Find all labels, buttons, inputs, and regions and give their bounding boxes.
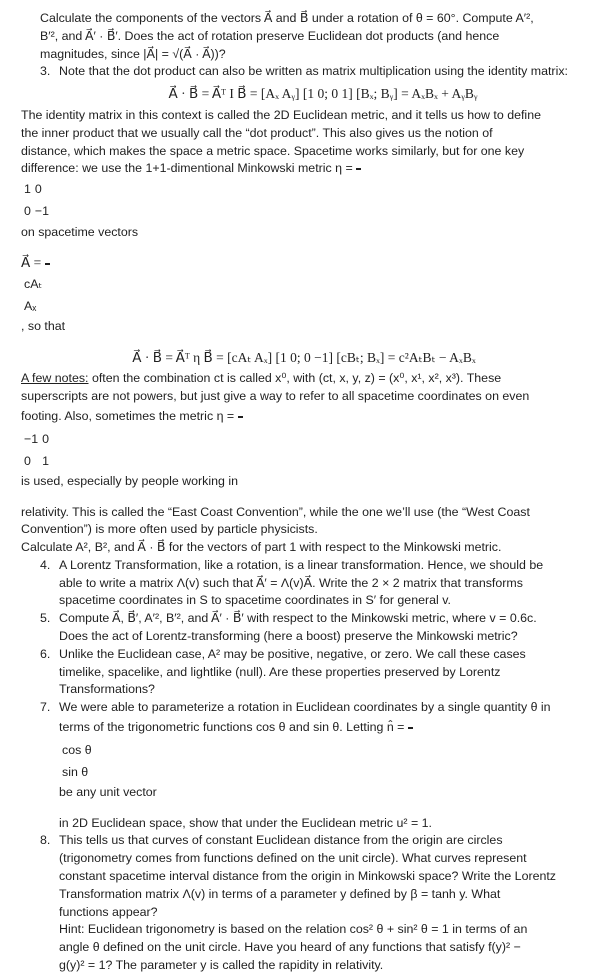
item-8-line-4: Transformation matrix Λ(v) in terms of a parameter y defined by β = tanh y. What (59, 886, 501, 901)
notes-paragraph: A few notes: often the combination ct is called x⁰, with (ct, x, y, z) = (x⁰, x¹, x², x³). These superscripts are not powers, but just give a way to refer to all spacetime coordinates on even footing. Also, sometimes the metric η = −1 0 0 1 is used, especially by people working in relativity. This is called the “East Coast Convention”, while the one we’ll use (the “West Coast Convention”) is more often used by particle physicists. Calculate A², B², and A⃗ · B⃗ for the vectors of part 1 with respect to the Minkowski metric. (21, 370, 587, 557)
notes-line-2: superscripts are not powers, but just give a way to refer to all spacetime coordinates on even (21, 389, 530, 404)
item-4 (40, 557, 587, 610)
identity-line-1: The identity matrix in this context is called the 2D Euclidean metric, and it tells us how to define (21, 107, 541, 122)
intro-line-3: magnitudes, since |A⃗| = √(A⃗ · A⃗))? (40, 46, 226, 61)
intro-line-1: Calculate the components of the vectors A⃗ and B⃗ under a rotation of θ = 60°. Compute A′², (40, 11, 534, 25)
item-5-line-2: Does the act of Lorentz-transforming (here a boost) preserve the Minkowski metric? (59, 629, 518, 644)
item-6-number: 6. (40, 646, 51, 661)
item-5 (40, 610, 587, 646)
identity-equation: A⃗ · B⃗ = A⃗ᵀ I B⃗ = [Aₓ Aᵧ] [1 0; 0 1] [Bₓ; Bᵧ] = AₓBₓ + AᵧBᵧ (168, 86, 478, 102)
identity-line-5-text: , so that (21, 319, 66, 334)
unit-vector-matrix (408, 727, 413, 729)
item-4-line-2: able to write a matrix Λ(v) such that A⃗′ = Λ(v)A⃗. Write the 2 × 2 matrix that transforms (59, 575, 523, 590)
item-8-number: 8. (40, 833, 51, 848)
notes-line-6: Calculate A², B², and A⃗ · B⃗ for the vectors of part 1 with respect to the Minkowski metric. (21, 540, 502, 555)
item-8-line-3: constant spacetime interval distance from the origin in Minkowski space? Write the Lorentz (59, 869, 557, 884)
notes-line-1 (21, 370, 587, 388)
notes-line-5: Convention”) is more often used by particle physicists. (21, 522, 318, 537)
vector-A-matrix (45, 263, 50, 265)
item-5-line-1: Compute A⃗, B⃗′, A′², B′², and A⃗′ · B⃗′ with respect to the Minkowski metric, where v = 0.6c. (59, 611, 537, 626)
notes-line-4: relativity. This is called the “East Coast Convention”, while the one we’ll use (the “West Coast (21, 504, 530, 519)
east-coast-metric-matrix (238, 416, 243, 418)
identity-line-3: distance, which makes the space a metric space. Spacetime works similarly, but for one key (21, 143, 525, 158)
item-7-line-2b: be any unit vector (59, 785, 157, 800)
identity-paragraph: The identity matrix in this context is called the 2D Euclidean metric, and it tells us how to define the inner product that we usually call the “dot product”. This also gives us the notion of distance, which makes the space a metric space. Spacetime works similarly, but for one key difference: we use the 1+1-dimentional Minkowski metric η = 1 0 0 −1 on spacetime vectors A⃗ = cAₜ Aₓ , so that A⃗ · B⃗ = A⃗ᵀ η B⃗ = [cAₜ Aₓ] [1 0; 0 −1] [cBₜ; Bₓ] = c²AₜBₜ − AₓBₓ (21, 107, 587, 366)
item-8-line-2: (trigonometry comes from functions defined on the unit circle). What curves represent (59, 851, 527, 866)
notes-line-3a: footing. Also, sometimes the metric η = (21, 408, 235, 423)
notes-line-3 (21, 408, 587, 426)
item-5-number: 5. (40, 611, 51, 626)
item-6 (40, 646, 587, 699)
item-7-number: 7. (40, 700, 51, 715)
notes-heading: A few notes: (21, 371, 89, 386)
item-8-hint-line-2: angle θ defined on the unit circle. Have you heard of any functions that satisfy f(y)² − (59, 940, 521, 955)
item-8 (40, 832, 587, 974)
item-8-line-5: functions appear? (59, 904, 158, 919)
identity-line-4a: difference: we use the 1+1-dimentional Minkowski metric η = (21, 161, 353, 176)
item-8-hint-line-3: g(y)² = 1? The parameter y is called the rapidity in relativity. (59, 958, 384, 973)
item-8-line-1: This tells us that curves of constant Euclidean distance from the origin are circles (59, 833, 503, 848)
intro-line-2: B′², and A⃗′ · B⃗′. Does the act of rotation preserve Euclidean dot products (and hence (40, 28, 500, 43)
item-7-line-2a: terms of the trigonometric functions cos θ and sin θ. Letting n̂ = (59, 720, 405, 735)
item-4-number: 4. (40, 557, 51, 572)
minkowski-metric-matrix (356, 168, 361, 170)
identity-line-4b: on spacetime vectors (21, 224, 139, 239)
item-4-line-3: spacetime coordinates in S to spacetime coordinates in S′ for general v. (59, 593, 451, 608)
item-7-line-2 (59, 719, 587, 737)
notes-line-1-text: often the combination ct is called x⁰, with (ct, x, y, z) = (x⁰, x¹, x², x³). These (88, 371, 502, 386)
item-8-hint-line-1: Hint: Euclidean trigonometry is based on the relation cos² θ + sin² θ = 1 in terms of an (59, 922, 528, 937)
item-6-line-1: Unlike the Euclidean case, A² may be positive, negative, or zero. We call these cases (59, 646, 526, 661)
notes-line-3b: is used, especially by people working in (21, 474, 238, 489)
item-7-line-1: We were able to parameterize a rotation in Euclidean coordinates by a single quantity θ in (59, 700, 551, 715)
intro-paragraph (40, 10, 587, 63)
vec-A-label: A⃗ = (21, 254, 42, 270)
item-3-text: Note that the dot product can also be written as matrix multiplication using the identity matrix: (59, 64, 568, 79)
identity-line-5 (21, 254, 587, 273)
item-7-line-3: in 2D Euclidean space, show that under the Euclidean metric u² = 1. (59, 815, 432, 830)
item-6-line-3: Transformations? (59, 682, 155, 697)
item-7: 7. We were able to parameterize a rotation in Euclidean coordinates by a single quantity θ in terms of the trigonometric functions cos θ and sin θ. Letting n̂ = cos θ sin θ be any unit vector in 2D Euclidean space, show that under the Euclidean metric u² = 1. (40, 699, 587, 832)
item-6-line-2: timelike, spacelike, and lightlike (null). Are these properties preserved by Lorentz (59, 664, 501, 679)
minkowski-equation: A⃗ · B⃗ = A⃗ᵀ η B⃗ = [cAₜ Aₓ] [1 0; 0 −1] [cBₜ; Bₓ] = c²AₜBₜ − AₓBₓ (132, 349, 476, 365)
item-3-number: 3. (40, 64, 51, 79)
item-4-line-1: A Lorentz Transformation, like a rotation, is a linear transformation. Hence, we should be (59, 557, 544, 572)
identity-line-2: the inner product that we usually call the “dot product”. This also gives us the notion of (21, 125, 493, 140)
item-3 (40, 63, 587, 103)
identity-line-4 (21, 160, 587, 178)
